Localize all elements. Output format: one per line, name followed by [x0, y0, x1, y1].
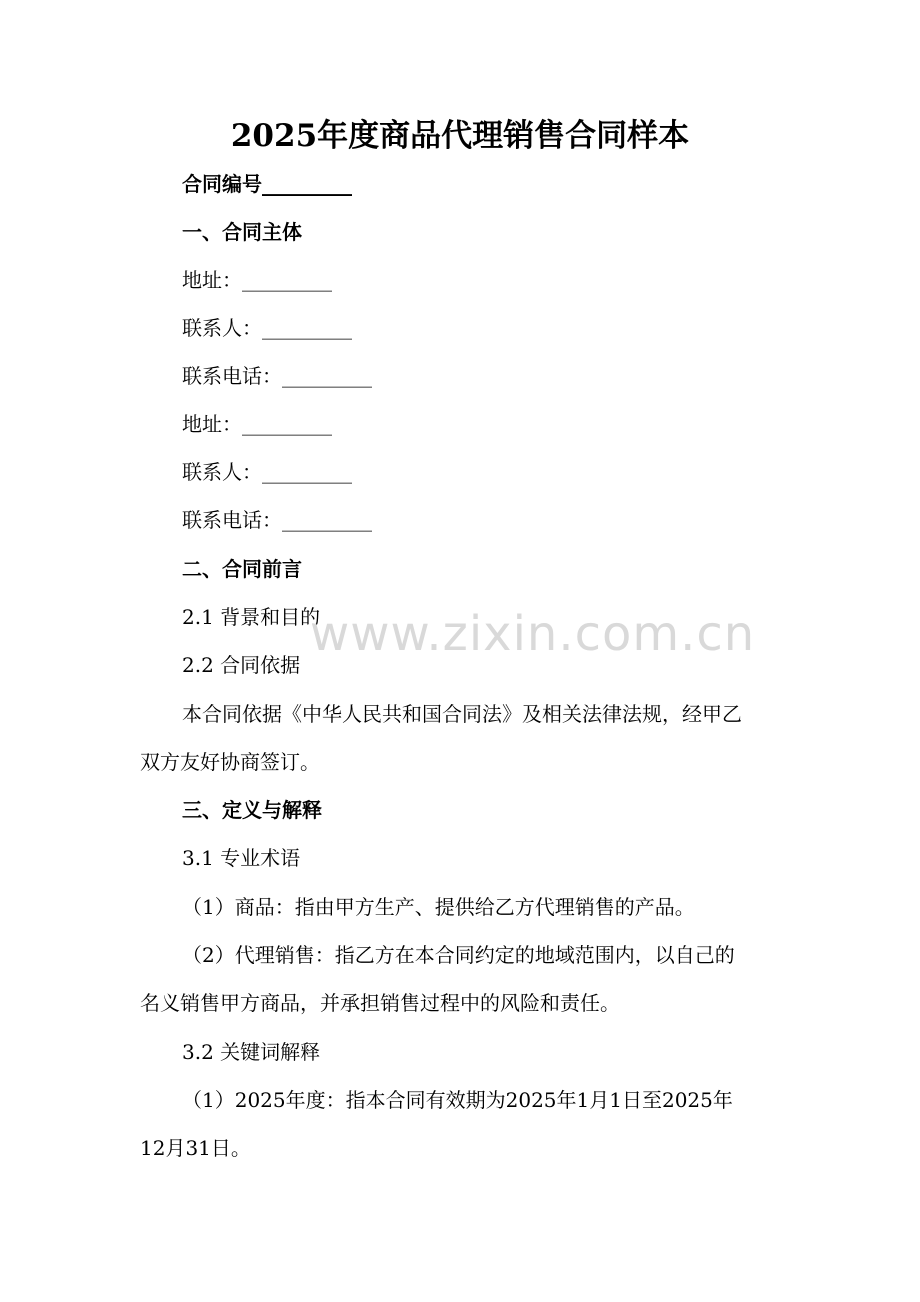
definition-item-2-line-1: （2）代理销售：指乙方在本合同约定的地域范围内，以自己的 [182, 943, 735, 967]
clause-2-2: 2.2 合同依据 [182, 653, 301, 677]
document-title: 2025年度商品代理销售合同样本 [230, 118, 690, 154]
clause-3-1: 3.1 专业术语 [182, 846, 301, 870]
clause-3-2: 3.2 关键词解释 [182, 1040, 321, 1064]
party-a-contact: 联系人：_________ [182, 316, 352, 340]
basis-paragraph-line-2: 双方友好协商签订。 [140, 750, 320, 774]
basis-paragraph-line-1: 本合同依据《中华人民共和国合同法》及相关法律法规，经甲乙 [182, 702, 742, 726]
contract-number: 合同编号_________ [182, 172, 352, 196]
keyword-item-1-line-1: （1）2025年度：指本合同有效期为2025年1月1日至2025年 [182, 1088, 733, 1112]
keyword-item-1-line-2: 12月31日。 [140, 1136, 251, 1160]
section-2-heading: 二、合同前言 [182, 557, 302, 581]
section-1-heading: 一、合同主体 [182, 220, 302, 244]
definition-item-2-line-2: 名义销售甲方商品，并承担销售过程中的风险和责任。 [140, 991, 620, 1015]
party-b-address: 地址：_________ [182, 412, 332, 436]
party-a-phone: 联系电话：_________ [182, 364, 372, 388]
party-b-phone: 联系电话：_________ [182, 508, 372, 532]
section-3-heading: 三、定义与解释 [182, 798, 322, 822]
definition-item-1: （1）商品：指由甲方生产、提供给乙方代理销售的产品。 [182, 895, 695, 919]
party-b-contact: 联系人：_________ [182, 460, 352, 484]
clause-2-1: 2.1 背景和目的 [182, 605, 321, 629]
party-a-address: 地址：_________ [182, 268, 332, 292]
watermark: www.zixin.com.cn [310, 606, 756, 662]
